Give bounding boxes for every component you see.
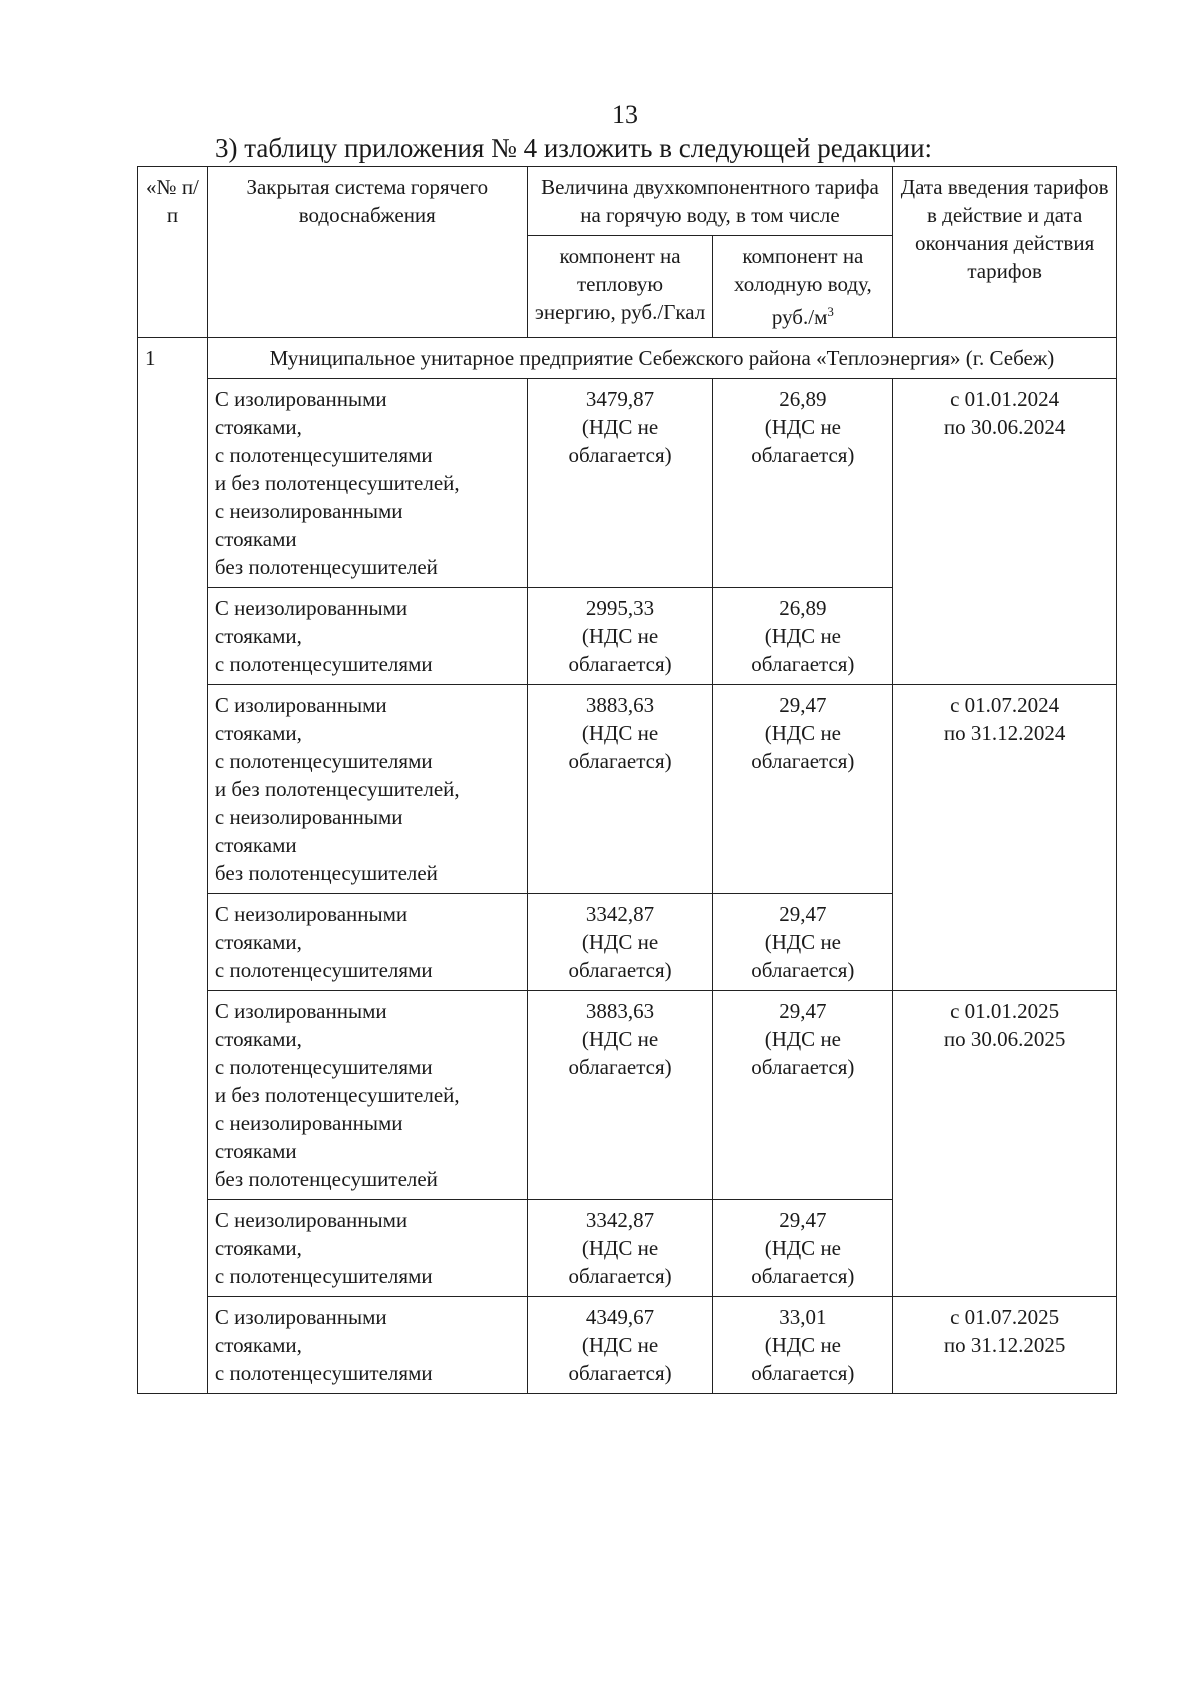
vat-note: (НДС не <box>581 1236 659 1260</box>
system-description <box>207 379 527 588</box>
header-cold-text: компонент на холодную воду, руб./м <box>734 244 872 329</box>
vat-note: (НДС не <box>764 1236 842 1260</box>
description-line: стояками, <box>214 721 302 745</box>
vat-note: (НДС не <box>581 721 659 745</box>
period-dates <box>893 379 1117 685</box>
heat-component-cell <box>527 991 713 1200</box>
system-description <box>207 894 527 991</box>
description-line: с полотенцесушителями <box>214 749 433 773</box>
description-line: стояками, <box>214 1236 302 1260</box>
vat-note: облагается) <box>751 1055 855 1079</box>
heat-value: 3342,87 <box>585 1208 655 1232</box>
period-dates <box>893 1297 1117 1394</box>
vat-note: облагается) <box>751 749 855 773</box>
system-description <box>207 991 527 1200</box>
cold-component-cell <box>713 894 893 991</box>
header-row <box>138 167 1117 236</box>
page-number: 13 <box>612 100 638 129</box>
description-line: с неизолированными <box>214 805 403 829</box>
header-num: «№ п/п <box>138 167 208 338</box>
row-number: 1 <box>138 338 208 1394</box>
heat-component-cell <box>527 1200 713 1297</box>
description-line: С изолированными <box>214 693 387 717</box>
cold-component-cell <box>713 1200 893 1297</box>
org-row <box>138 338 1117 379</box>
heat-value: 3883,63 <box>585 693 655 717</box>
description-line: стояками <box>214 527 297 551</box>
header-dates: Дата введения тарифов в действие и дата окончания действия тарифов <box>893 167 1117 338</box>
org-name: Муниципальное унитарное предприятие Себежского района «Теплоэнергия» (г. Себеж) <box>207 338 1116 379</box>
description-line: С неизолированными <box>214 902 408 926</box>
table-row <box>138 991 1117 1200</box>
heat-value: 3479,87 <box>585 387 655 411</box>
system-description <box>207 1200 527 1297</box>
description-line: стояками <box>214 1139 297 1163</box>
vat-note: облагается) <box>751 443 855 467</box>
heat-component-cell <box>527 685 713 894</box>
description-line: С изолированными <box>214 999 387 1023</box>
cold-component-cell <box>713 991 893 1200</box>
cold-component-cell <box>713 1297 893 1394</box>
tariff-table <box>137 166 1117 1394</box>
date-to: по 31.12.2025 <box>943 1333 1066 1357</box>
cold-value: 29,47 <box>779 902 827 926</box>
heat-value: 3883,63 <box>585 999 655 1023</box>
vat-note: облагается) <box>568 443 672 467</box>
vat-note: облагается) <box>568 749 672 773</box>
cold-component-cell <box>713 379 893 588</box>
table-row <box>138 379 1117 588</box>
description-line: стояками, <box>214 930 302 954</box>
vat-note: облагается) <box>568 652 672 676</box>
description-line: С неизолированными <box>214 596 408 620</box>
intro-text: 3) таблицу приложения № 4 изложить в следующей редакции: <box>215 133 933 163</box>
heat-value: 2995,33 <box>585 596 655 620</box>
date-to: по 31.12.2024 <box>943 721 1066 745</box>
vat-note: (НДС не <box>764 1027 842 1051</box>
vat-note: облагается) <box>568 1055 672 1079</box>
vat-note: облагается) <box>568 1361 672 1385</box>
header-cold <box>713 236 893 338</box>
heat-component-cell <box>527 894 713 991</box>
cold-value: 29,47 <box>779 1208 827 1232</box>
date-from: с 01.07.2025 <box>950 1305 1060 1329</box>
vat-note: (НДС не <box>764 624 842 648</box>
vat-note: (НДС не <box>581 415 659 439</box>
description-line: с полотенцесушителями <box>214 443 433 467</box>
vat-note: облагается) <box>751 958 855 982</box>
table-row <box>138 1297 1117 1394</box>
vat-note: (НДС не <box>581 624 659 648</box>
vat-note: облагается) <box>568 958 672 982</box>
description-line: стояками, <box>214 624 302 648</box>
heat-component-cell <box>527 379 713 588</box>
cold-value: 29,47 <box>779 693 827 717</box>
description-line: без полотенцесушителей <box>214 861 438 885</box>
date-from: с 01.01.2024 <box>950 387 1060 411</box>
system-description <box>207 588 527 685</box>
vat-note: (НДС не <box>764 721 842 745</box>
vat-note: облагается) <box>751 652 855 676</box>
header-cold-sup: 3 <box>827 304 834 319</box>
cold-value: 29,47 <box>779 999 827 1023</box>
vat-note: (НДС не <box>764 415 842 439</box>
description-line: С изолированными <box>214 387 387 411</box>
description-line: с полотенцесушителями <box>214 652 433 676</box>
description-line: С неизолированными <box>214 1208 408 1232</box>
vat-note: облагается) <box>568 1264 672 1288</box>
date-to: по 30.06.2025 <box>943 1027 1066 1051</box>
table-row <box>138 685 1117 894</box>
description-line: с полотенцесушителями <box>214 1055 433 1079</box>
heat-component-cell <box>527 588 713 685</box>
header-tariff: Величина двухкомпонентного тарифа на горячую воду, в том числе <box>527 167 893 236</box>
description-line: с неизолированными <box>214 499 403 523</box>
heat-value: 4349,67 <box>585 1305 655 1329</box>
header-heat: компонент на тепловую энергию, руб./Гкал <box>527 236 713 338</box>
heat-component-cell <box>527 1297 713 1394</box>
period-dates <box>893 991 1117 1297</box>
period-dates <box>893 685 1117 991</box>
vat-note: (НДС не <box>764 930 842 954</box>
description-line: с полотенцесушителями <box>214 958 433 982</box>
system-description <box>207 1297 527 1394</box>
vat-note: (НДС не <box>581 1027 659 1051</box>
vat-note: (НДС не <box>581 930 659 954</box>
description-line: и без полотенцесушителей, <box>214 471 460 495</box>
vat-note: (НДС не <box>764 1333 842 1357</box>
description-line: с неизолированными <box>214 1111 403 1135</box>
date-to: по 30.06.2024 <box>943 415 1066 439</box>
description-line: стояками <box>214 833 297 857</box>
header-system: Закрытая система горячего водоснабжения <box>207 167 527 338</box>
cold-component-cell <box>713 685 893 894</box>
heat-value: 3342,87 <box>585 902 655 926</box>
description-line: без полотенцесушителей <box>214 555 438 579</box>
cold-component-cell <box>713 588 893 685</box>
date-from: с 01.07.2024 <box>950 693 1060 717</box>
description-line: с полотенцесушителями <box>214 1361 433 1385</box>
description-line: и без полотенцесушителей, <box>214 1083 460 1107</box>
vat-note: облагается) <box>751 1361 855 1385</box>
cold-value: 26,89 <box>779 596 827 620</box>
description-line: без полотенцесушителей <box>214 1167 438 1191</box>
description-line: С изолированными <box>214 1305 387 1329</box>
date-from: с 01.01.2025 <box>950 999 1060 1023</box>
cold-value: 33,01 <box>779 1305 827 1329</box>
description-line: и без полотенцесушителей, <box>214 777 460 801</box>
cold-value: 26,89 <box>779 387 827 411</box>
description-line: стояками, <box>214 1027 302 1051</box>
vat-note: (НДС не <box>581 1333 659 1357</box>
system-description <box>207 685 527 894</box>
description-line: стояками, <box>214 415 302 439</box>
description-line: с полотенцесушителями <box>214 1264 433 1288</box>
description-line: стояками, <box>214 1333 302 1357</box>
vat-note: облагается) <box>751 1264 855 1288</box>
